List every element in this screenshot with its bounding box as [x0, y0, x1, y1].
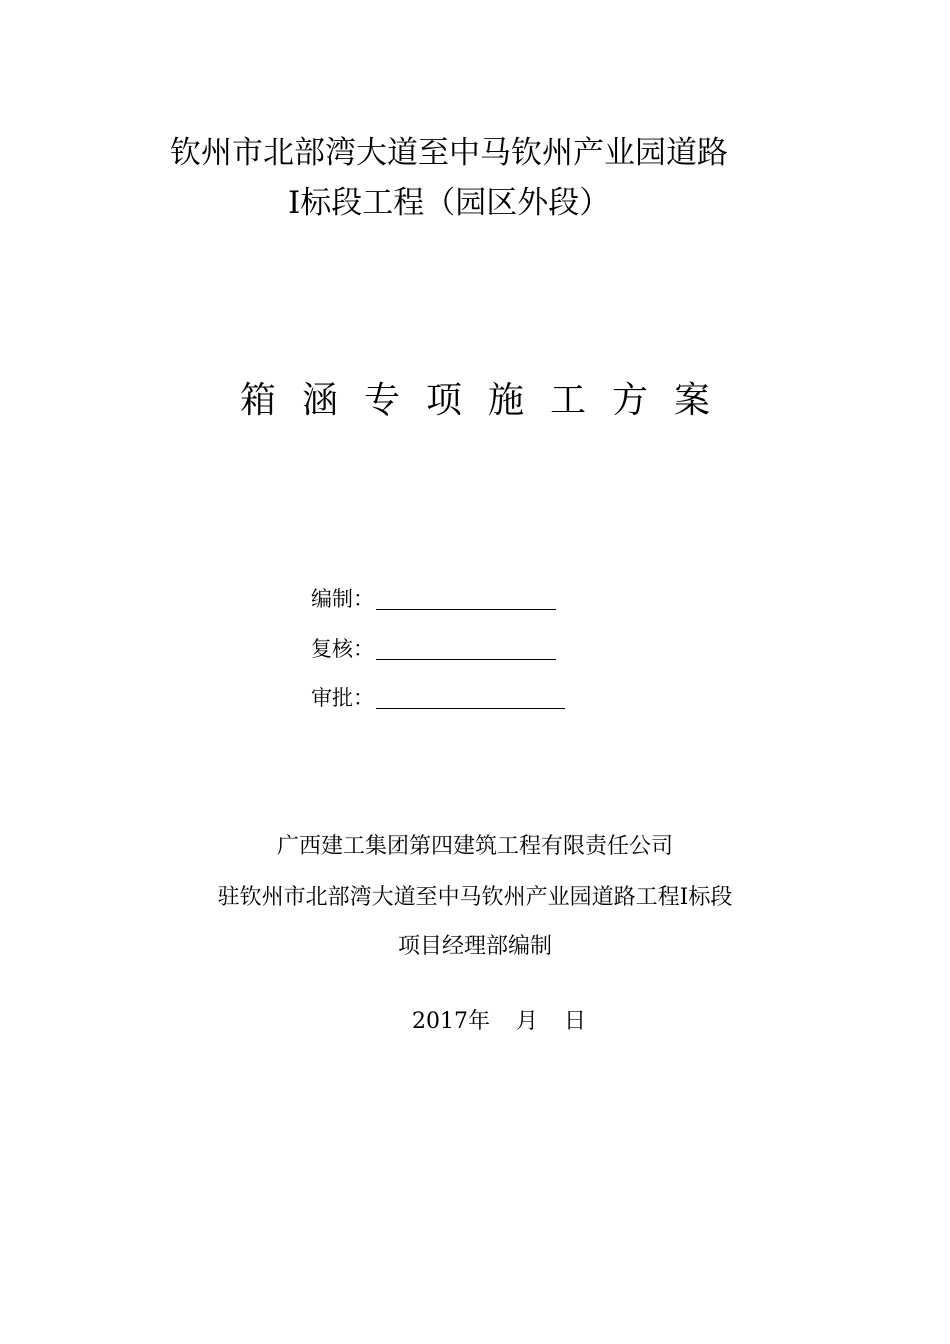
signature-row-compile [311, 585, 556, 613]
review-signature-line [376, 637, 556, 660]
document-heading-text: 箱涵专项施工方案 [239, 380, 736, 421]
document-heading [0, 378, 950, 424]
compile-signature-line [376, 587, 556, 610]
organization-name: 广西建工集团第四建筑工程有限责任公司 [276, 834, 673, 859]
approve-signature-line [376, 686, 565, 709]
date-day: 日 [564, 1009, 587, 1034]
project-title-line-2: Ⅰ标段工程（园区外段） [288, 185, 611, 221]
project-title-line-1: 钦州市北部湾大道至中马钦州产业园道路 [170, 135, 728, 171]
review-label: 复核： [311, 637, 374, 661]
signature-row-review [311, 635, 556, 663]
approve-label: 审批： [311, 686, 374, 710]
organization-project-section: 驻钦州市北部湾大道至中马钦州产业园道路工程Ⅰ标段 [217, 885, 733, 910]
organization-department: 项目经理部编制 [397, 934, 552, 959]
date-month: 月 [516, 1009, 539, 1034]
signature-row-approve [311, 684, 565, 712]
compile-label: 编制： [311, 587, 374, 611]
document-date [412, 1007, 586, 1037]
date-year: 2017年 [412, 1009, 490, 1034]
